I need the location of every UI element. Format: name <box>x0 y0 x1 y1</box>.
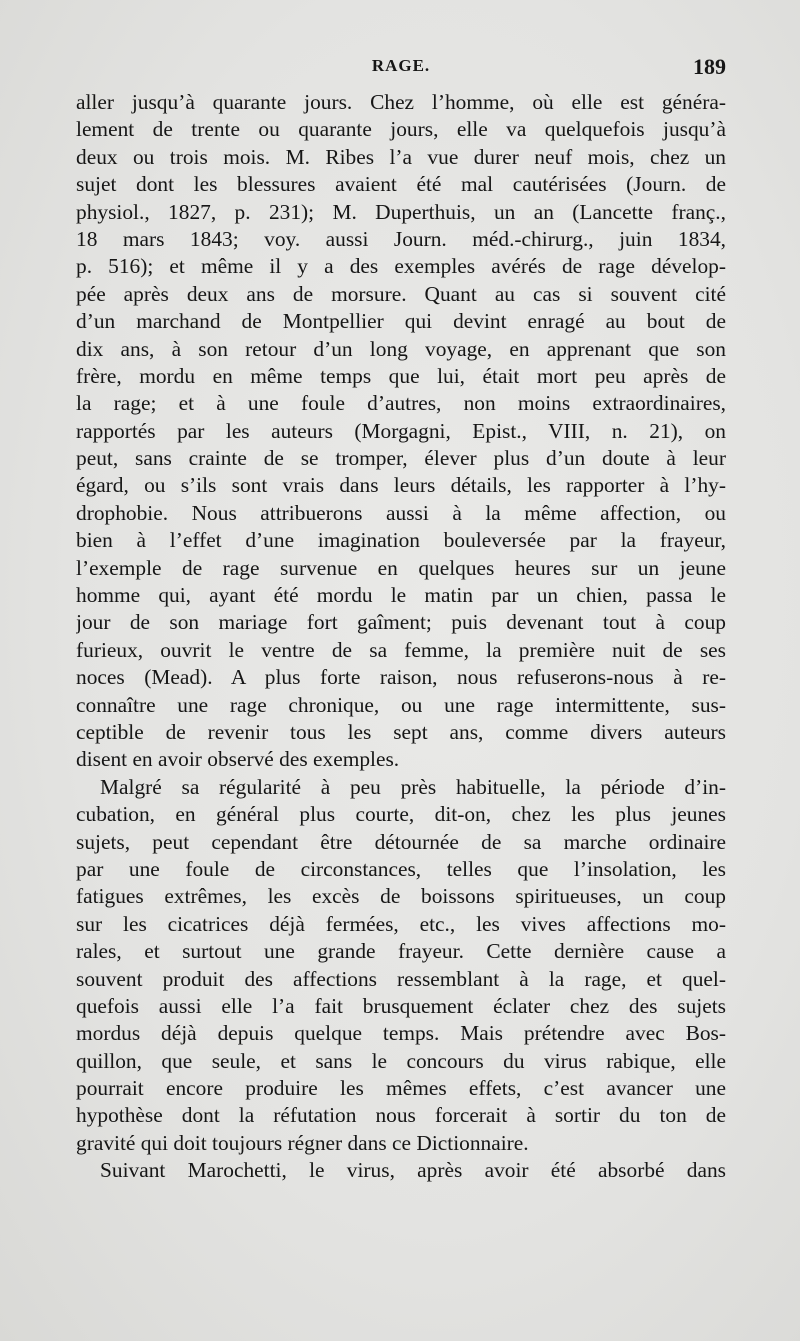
text-line: 18 mars 1843; voy. aussi Journ. méd.-chirurg., juin 1834, <box>76 226 726 251</box>
text-line: dix ans, à son retour d’un long voyage, en apprenant que son <box>76 336 726 361</box>
text-line: ceptible de revenir tous les sept ans, comme divers auteurs <box>76 719 726 744</box>
text-line: la rage; et à une foule d’autres, non moins extraordinaires, <box>76 391 726 416</box>
text-line: quefois aussi elle l’a fait brusquement éclater chez des sujets <box>76 993 726 1018</box>
text-line: bien à l’effet d’une imagination bouleversée par la frayeur, <box>76 528 726 553</box>
text-line: rales, et surtout une grande frayeur. Cette dernière cause a <box>76 939 726 964</box>
text-line: p. 516); et même il y a des exemples avérés de rage dévelop- <box>76 254 726 279</box>
text-line: pée après deux ans de morsure. Quant au cas si souvent cité <box>76 281 726 306</box>
text-line: égard, ou s’ils sont vrais dans leurs détails, les rapporter à l’hy- <box>76 473 726 498</box>
page-header <box>76 56 726 86</box>
text-line: aller jusqu’à quarante jours. Chez l’homme, où elle est généra- <box>76 90 726 114</box>
page-number: 189 <box>693 54 726 79</box>
text-line: noces (Mead). A plus forte raison, nous refuserons-nous à re- <box>76 665 726 690</box>
text-line: sujets, peut cependant être détournée de sa marche ordinaire <box>76 829 726 854</box>
text-line: gravité qui doit toujours régner dans ce Dictionnaire. <box>76 1130 529 1155</box>
text-line: Suivant Marochetti, le virus, après avoir été absorbé dans <box>100 1158 726 1183</box>
text-line: lement de trente ou quarante jours, elle va quelquefois jusqu’à <box>76 117 726 142</box>
body-text <box>76 89 726 1185</box>
text-line: furieux, ouvrit le ventre de sa femme, la première nuit de ses <box>76 637 726 662</box>
text-line: d’un marchand de Montpellier qui devint enragé au bout de <box>76 309 726 334</box>
text-line: homme qui, ayant été mordu le matin par un chien, passa le <box>76 583 726 608</box>
text-line: rapportés par les auteurs (Morgagni, Epist., VIII, n. 21), on <box>76 418 726 443</box>
text-line: fatigues extrêmes, les excès de boissons spiritueuses, un coup <box>76 884 726 909</box>
text-line: peut, sans crainte de se tromper, élever plus d’un doute à leur <box>76 446 726 471</box>
running-head: RAGE. <box>371 56 431 75</box>
text-line: par une foule de circonstances, telles que l’insolation, les <box>76 856 726 881</box>
text-line: Malgré sa régularité à peu près habituelle, la période d’in- <box>100 774 726 799</box>
text-line: souvent produit des affections ressemblant à la rage, et quel- <box>76 966 726 991</box>
text-line: physiol., 1827, p. 231); M. Duperthuis, un an (Lancette franç., <box>76 199 726 224</box>
text-line: drophobie. Nous attribuerons aussi à la même affection, ou <box>76 500 726 525</box>
text-line: mordus déjà depuis quelque temps. Mais prétendre avec Bos- <box>76 1021 726 1046</box>
text-line: disent en avoir observé des exemples. <box>76 747 400 772</box>
text-line: l’exemple de rage survenue en quelques heures sur un jeune <box>76 555 726 580</box>
text-line: connaître une rage chronique, ou une rage intermittente, sus- <box>76 692 726 717</box>
text-line: sur les cicatrices déjà fermées, etc., les vives affections mo- <box>76 911 726 936</box>
text-line: deux ou trois mois. M. Ribes l’a vue durer neuf mois, chez un <box>76 144 726 169</box>
text-line: quillon, que seule, et sans le concours du virus rabique, elle <box>76 1048 726 1073</box>
text-line: frère, mordu en même temps que lui, était mort peu après de <box>76 363 726 388</box>
text-line: jour de son mariage fort gaîment; puis devenant tout à coup <box>76 610 726 635</box>
text-line: hypothèse dont la réfutation nous forcerait à sortir du ton de <box>76 1103 726 1128</box>
text-line: pourrait encore produire les mêmes effets, c’est avancer une <box>76 1076 726 1101</box>
text-line: sujet dont les blessures avaient été mal cautérisées (Journ. de <box>76 172 726 197</box>
text-line: cubation, en général plus courte, dit-on, chez les plus jeunes <box>76 802 726 827</box>
